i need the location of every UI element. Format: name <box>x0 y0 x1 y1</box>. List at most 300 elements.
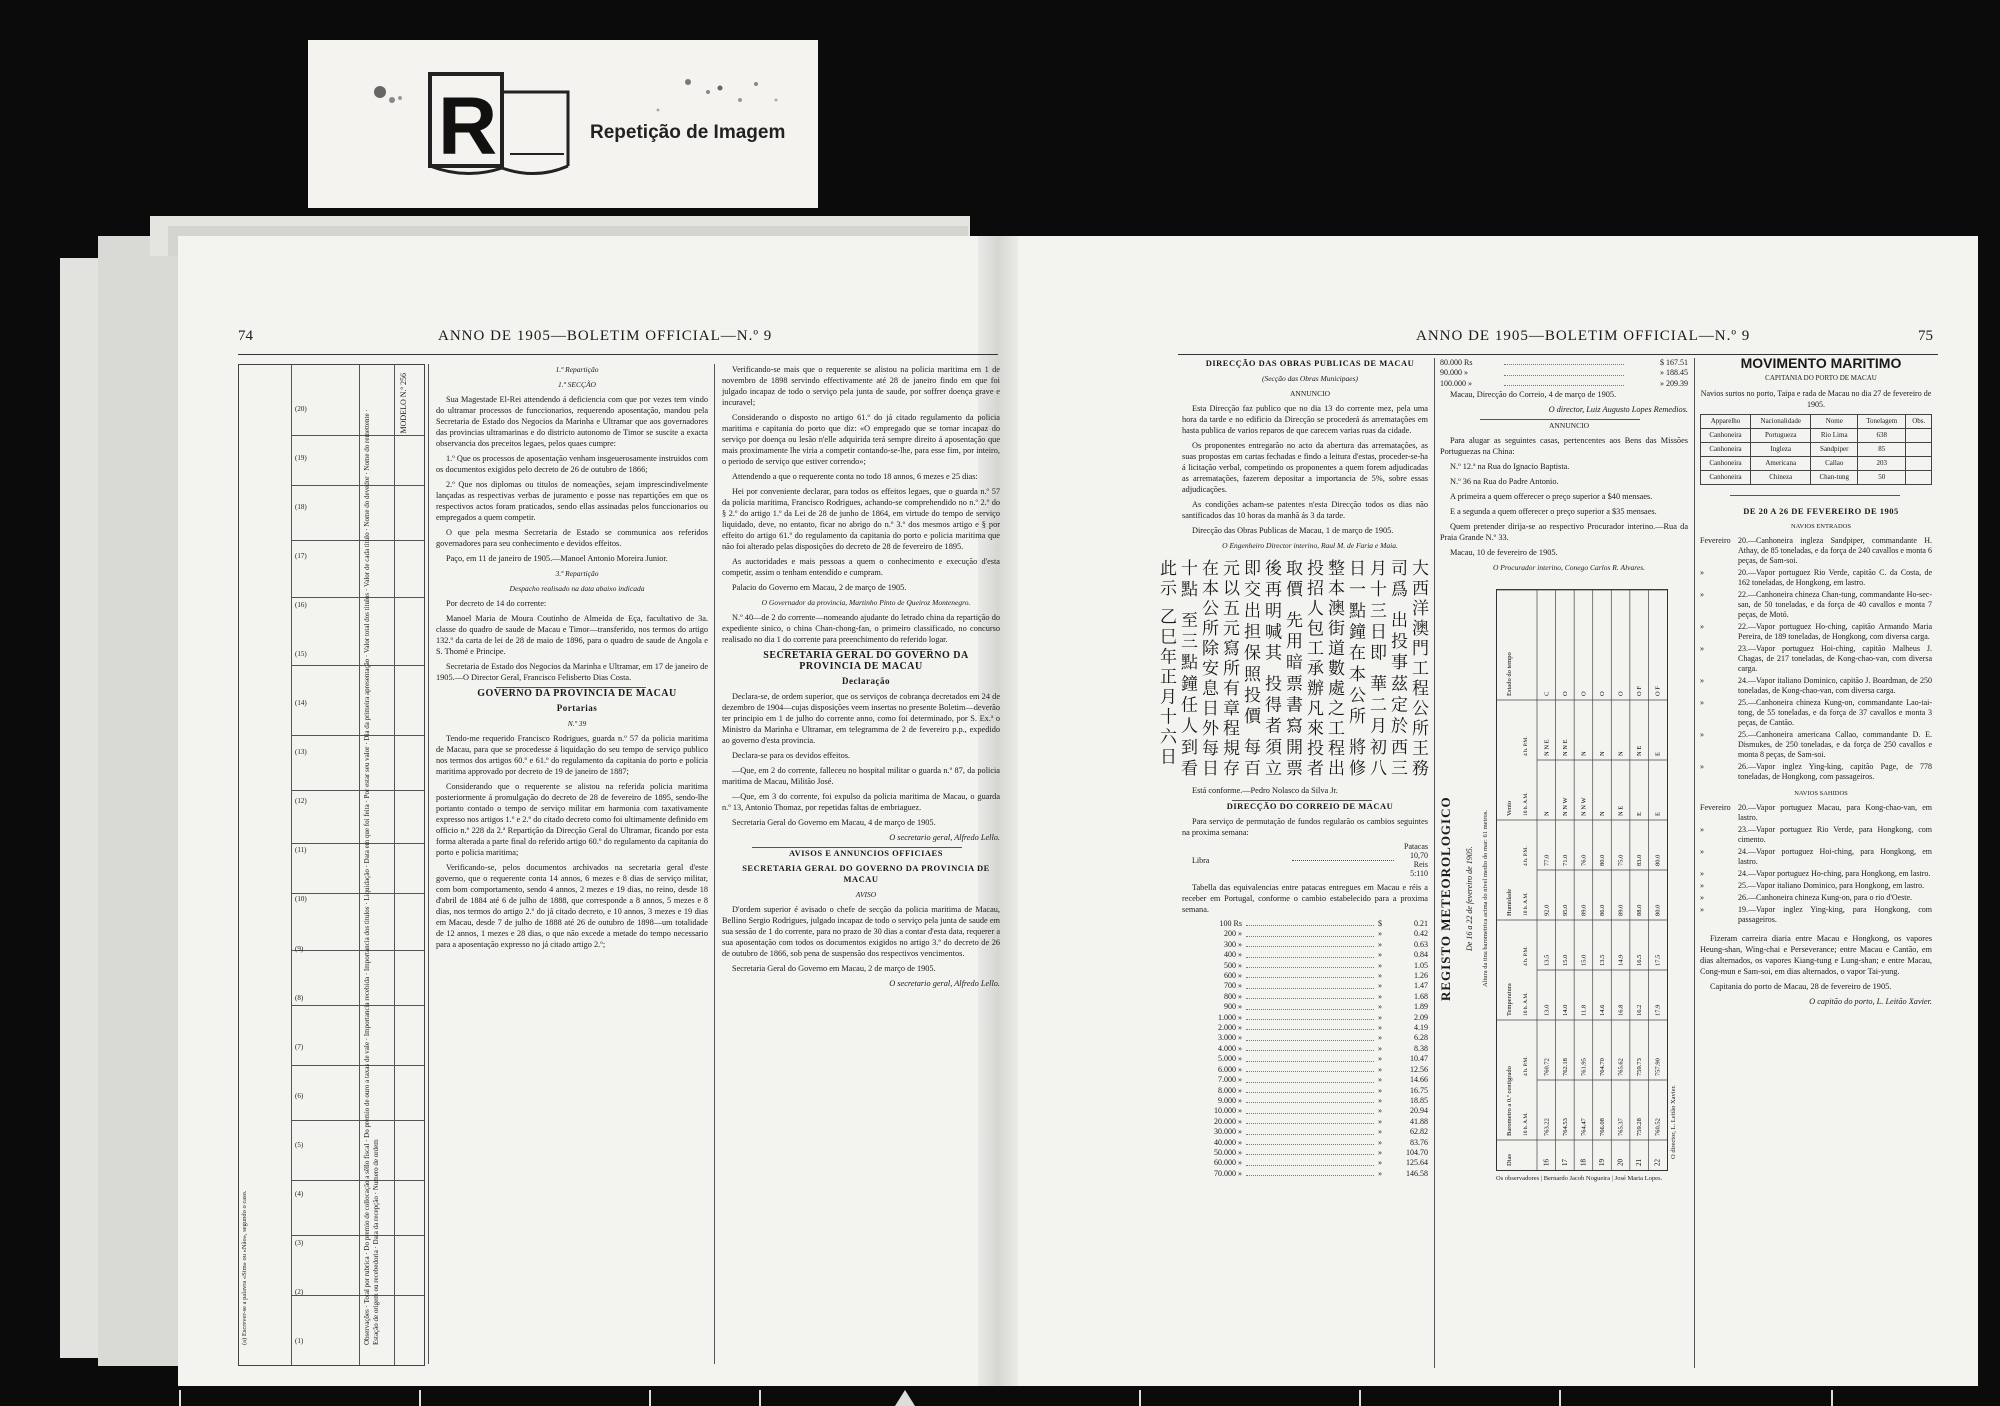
exchange-row: 40.000 » » 83.76 <box>1214 1137 1428 1147</box>
meteo-day: 20 <box>1616 1159 1625 1167</box>
ship-movement-entry: » 22.—Canhoneira chineza Chan-tung, commandante Ho-sec-san, de 50 toneladas, e da força de 40 cavallos e monta 7 peças, de Motó. <box>1700 590 1932 619</box>
col-num: (16) <box>295 601 307 610</box>
paragraph: Fizeram carreira diaria entre Macau e Hongkong, os vapores Heung-shan, Wing-chai e Perseverance; entre Macau e Cantão, em dias alternados, os vapores Kiang-tung e Lung-shan; e entre Macau, Cong-mun e Sam-soi, em dias alternados, o vapor Tai-yung. <box>1700 934 1932 976</box>
right-column-a <box>1156 358 1428 1368</box>
ship-movement-entry: Fevereiro 20.—Canhoneira ingleza Sandpiper, commandante H. Athay, de 85 toneladas, e da força de 240 cavallos e monta 6 peças, de Sam-soi. <box>1700 536 1932 565</box>
heading-avisos: AVISOS E ANNUNCIOS OFFICIAES <box>789 848 943 858</box>
col-num: (15) <box>295 650 307 659</box>
meteo-title: REGISTO METEOROLOGICO <box>1438 796 1453 1002</box>
table-cell: Canhoneira <box>1701 457 1751 471</box>
table-header: Apparelho <box>1701 415 1751 429</box>
paragraph: Considerando que o requerente se alistou na referida policia maritima posteriormente á promulgação do decreto de 28 de fevereiro de 1895, sendo-lhe portanto contado o tempo de serviço militar em harmonia com taxativamente expresso nos artigos 1.º e 2.º do citado decreto como foi ultimamente definido em officio n.º 228 da 2.ª Repartição da Direcção Geral do Ultramar, ficando por esta forma alterada a parte final do referido artigo 60.º do regulamento da capitania do porto e policia maritima; <box>436 782 708 857</box>
meteo-cell: 764.53 <box>1561 1118 1569 1137</box>
header-estacao: Estação de origem ou recebedoria <box>372 1250 380 1345</box>
exchange-row: 9.000 » » 18.85 <box>1218 1095 1428 1105</box>
table-cell: Portugueza <box>1751 429 1811 443</box>
signature: O secretario geral, Alfredo Lello. <box>889 833 1000 842</box>
libra-value: 5:110 <box>1410 869 1428 878</box>
conforme-line: Está conforme.—Pedro Nolasco da Silva Jr. <box>1192 786 1338 795</box>
exchange-row: 20.000 » » 41.88 <box>1214 1116 1428 1126</box>
table-vrule <box>359 365 360 1365</box>
signature: O Governador da provincia, Martinho Pinto de Queiroz Montenegro. <box>761 598 971 607</box>
libra-value: Reis <box>1413 860 1428 869</box>
heading-correio: DIRECÇÃO DO CORREIO DE MACAU <box>1226 801 1394 811</box>
paragraph: Verificando-se mais que o requerente se alistou na policia maritima em 1 de novembro de 1898 servindo effectivamente até 28 de janeiro findo em que foi julgado incapaz de todo o serviço pela junta de saude, por soffrer doença grave e incuravel; <box>722 365 1000 407</box>
meteo-cell: 13.5 <box>1543 954 1551 967</box>
arrivals-list <box>1700 536 1932 782</box>
chinese-line: 每百元以五元寫所有章程規存 <box>1219 559 1260 780</box>
chinese-line: 先用暗票書寫開票後再明喊其 <box>1261 559 1302 780</box>
meteo-cell: 89.0 <box>1580 904 1588 917</box>
col-num: (2) <box>295 1287 304 1296</box>
meteo-cell: 88.0 <box>1636 904 1644 917</box>
col-num: (19) <box>295 454 307 463</box>
table-cell: 203 <box>1858 457 1906 471</box>
header-valor-total: Valor total dos titulos <box>363 592 371 653</box>
paragraph: Palacio do Governo em Macau, 2 de março de 1905. <box>732 583 907 592</box>
table-cell: Ingleza <box>1751 443 1811 457</box>
meteo-cell: 15.0 <box>1561 954 1569 967</box>
meteo-cell: 761.95 <box>1580 1058 1588 1077</box>
left-page-number: 74 <box>238 328 253 344</box>
paragraph: Considerando o disposto no artigo 61.º do já citado regulamento da policia maritima e capitania do porto que diz: «O empregado que se tornar incapaz do serviço por doença ou lesão n'elle adquirida terá sempre direito á aposentação que mais proximamente lhe viria a competir contando-se-lhe, para esse fim, por inteiro, o periodo de serviço que estiver correndo»; <box>722 413 1000 466</box>
meteo-day: 16 <box>1542 1159 1551 1167</box>
paragraph: Por decreto de 14 do corrente: <box>446 599 547 608</box>
col-num: (3) <box>295 1238 304 1247</box>
right-running-head: ANNO DE 1905—BOLETIM OFFICIAL—N.º 9 <box>1416 328 1751 344</box>
paragraph: Declara-se para os devidos effeitos. <box>732 751 851 760</box>
meteo-cell: 764.70 <box>1599 1058 1606 1077</box>
table-cell: Sandpiper <box>1811 443 1858 457</box>
table-cell: 638 <box>1858 429 1906 443</box>
ship-movement-entry: » 23.—Vapor portuguez Hoi-ching, capitão Malheus J. Chagas, de 217 toneladas, de Kong-chao-van, com diversa carga. <box>1700 644 1932 673</box>
exchange-row: 90.000 » » 188.45 <box>1440 368 1688 378</box>
header-primeira-apresentacao: Dia da primeira apresentação <box>363 658 371 741</box>
exchange-row: 100.000 » » 209.39 <box>1440 378 1688 388</box>
meteo-cell: 759.28 <box>1636 1118 1644 1137</box>
table-header: Obs. <box>1906 415 1932 429</box>
meteo-hour: 10 h. A.M. <box>1523 1112 1529 1137</box>
exchange-row: 7.000 » » 14.66 <box>1218 1075 1428 1085</box>
heading-portaria-39: N.º 39 <box>567 719 587 728</box>
meteo-cell: O F <box>1654 686 1662 697</box>
libra-values <box>1404 842 1428 878</box>
table-cell: Chan-tung <box>1811 471 1858 485</box>
meteo-cell: 16.5 <box>1636 954 1644 967</box>
model-256-table <box>238 364 425 1366</box>
col-num: (8) <box>295 993 304 1002</box>
meteo-hour: 4 h. P.M. <box>1523 846 1529 867</box>
meteo-cell: 13.0 <box>1543 1004 1551 1017</box>
exchange-row: 800 » » 1.68 <box>1224 991 1428 1001</box>
ship-movement-entry: » 26.—Canhoneira chineza Kung-on, para o rio d'Oeste. <box>1700 893 1913 902</box>
paragraph: Verificando-se, pelos documentos archivados na secretaria geral d'este governo, que o requerente conta 14 annos, 6 mezes e 8 dias de serviço militar, com bom comportamento, sendo 4 annos, 2 mezes e 19 dias, no reino, desde 18 d'abril de 1884 até 6 de julho de 1888, que corresponde a 8 annos, 5 mezes e 8 dias, nos termos do artigo 2.º do já citado decreto, e 10 annos, 3 mezes e 19 dias em Macau, desde 7 de julho de 1888 até 26 de outubro de 1898—um totalidade de 12 annos, 1 mezes e 28 dias, o que não excede a metade do tempo necessario para a aposentação expresso no já citado artigo 2.º; <box>436 863 708 949</box>
meteo-cell: 76.0 <box>1580 854 1588 867</box>
left-column-2 <box>436 364 708 1364</box>
heading-annuncio: ANNUNCIO <box>1290 389 1330 398</box>
chinese-line: 至三點鐘任人到看此示 <box>1156 559 1197 780</box>
exchange-row: 100 Rs $ 0.21 <box>1219 919 1428 928</box>
meteo-table <box>1496 589 1668 1171</box>
exchange-row: 5.000 » » 10.47 <box>1218 1054 1428 1064</box>
right-column-b <box>1440 358 1688 1368</box>
meteo-director: O director, L. Leitão Xavier. <box>1670 1085 1677 1160</box>
chinese-line: 出投事茲定於西三月十三日即 <box>1366 559 1407 780</box>
exchange-row: 1.000 » » 2.09 <box>1218 1012 1428 1022</box>
meteo-cell: 95.0 <box>1561 904 1569 917</box>
meteo-cell: N <box>1599 751 1606 757</box>
meteo-cell: N N E <box>1543 739 1551 757</box>
column-rule <box>1694 358 1695 1368</box>
meteo-cell: N <box>1580 751 1588 757</box>
col-num: (5) <box>295 1140 304 1149</box>
paragraph: As condições acham-se patentes n'esta Direcção todos os dias não santificados das 10 horas da manhã ás 3 da tarde. <box>1182 500 1428 520</box>
meteo-cell: 71.0 <box>1561 854 1569 867</box>
header-liquidacao: Liquidação <box>363 869 371 901</box>
heading-annuncio-2: ANNUNCIO <box>1549 421 1589 431</box>
meteo-cell: 13.5 <box>1599 954 1606 967</box>
table-cell: Canhoneira <box>1701 443 1751 457</box>
meteo-cell: 14.6 <box>1599 1004 1606 1017</box>
meteo-cell: N E <box>1617 805 1625 817</box>
heading-governo-macau: GOVERNO DA PROVINCIA DE MACAU <box>477 688 677 699</box>
right-column-c <box>1700 355 1932 1368</box>
paragraph: Macau, Direcção do Correio, 4 de março de 1905. <box>1450 390 1617 400</box>
col-num: (11) <box>295 846 307 855</box>
paragraph: A primeira a quem offerecer o preço superior a $40 mensaes. <box>1450 492 1653 502</box>
col-num: (12) <box>295 797 307 806</box>
chinese-line: 將修整本澳街道數處之工程出 <box>1324 559 1365 780</box>
model-label: MODELO N.º 256 <box>399 373 408 434</box>
table-cell <box>1906 429 1932 443</box>
meteo-cell: 757.90 <box>1654 1058 1662 1077</box>
meteo-cell: 80.0 <box>1654 854 1662 867</box>
exchange-row: 2.000 » » 4.19 <box>1218 1023 1428 1033</box>
header-observacoes: Observações <box>363 1309 371 1345</box>
meteo-cell: N N W <box>1580 797 1588 817</box>
meteo-cell: 80.0 <box>1654 904 1662 917</box>
col-num: (17) <box>295 552 307 561</box>
table-header: Tonelagem <box>1858 415 1906 429</box>
meteo-header: Barometro a 0.º centigrado <box>1506 1066 1513 1137</box>
newspaper-spread <box>178 236 1978 1386</box>
meteo-day: 18 <box>1579 1159 1588 1167</box>
meteo-cell: 16.2 <box>1636 1004 1644 1017</box>
chinese-line: 投招人包工承辦凡來投者取價 <box>1282 559 1323 779</box>
meteo-cell: 16.8 <box>1617 1004 1625 1017</box>
meteo-hour: 4 h. P.M. <box>1523 946 1529 967</box>
heading-portarias: Portarias <box>556 703 598 713</box>
paragraph: Macau, 10 de fevereiro de 1905. <box>1450 548 1558 558</box>
ship-movement-entry: » 25.—Canhoneira americana Callao, commandante D. E. Dismukes, de 250 toneladas, e da força de 250 cavallos e monta 8 peças, de Sam-soi. <box>1700 730 1932 759</box>
paragraph: N.º 12.ª na Rua do Ignacio Baptista. <box>1450 462 1570 472</box>
paragraph: Tendo-me requerido Francisco Rodrigues, guarda n.º 57 da policia maritima de Macau, para que se procedesse á liquidação do seu tempo de serviço publico nos termos dos artigos 60.º e 61.º do regulamento da capitania do porto e policia maritima approvado por decreto de 19 de janeiro de 1887; <box>436 734 708 776</box>
libra-label: Libra <box>1192 855 1210 865</box>
ship-movement-entry: Fevereiro 20.—Vapor portuguez Macau, para Kong-chao-van, em lastro. <box>1700 803 1932 822</box>
meteo-cell: O <box>1599 691 1606 697</box>
exchange-row: 10.000 » » 20.94 <box>1214 1106 1428 1116</box>
heading-obras-publicas: DIRECÇÃO DAS OBRAS PUBLICAS DE MACAU <box>1205 358 1415 368</box>
signature: O secretario geral, Alfredo Lello. <box>889 979 1000 988</box>
meteo-cell: 83.0 <box>1636 854 1644 867</box>
scanner-marks <box>0 1382 2000 1406</box>
ship-movement-entry: » 23.—Vapor portuguez Rio Verde, para Hongkong, com cimento. <box>1700 825 1932 844</box>
section-rule <box>1730 495 1900 496</box>
paragraph: Direcção das Obras Publicas de Macau, 1 de março de 1905. <box>1192 526 1394 535</box>
meteo-day: 22 <box>1653 1159 1662 1167</box>
ship-movement-entry: » 24.—Vapor portuguez Ho-ching, para Hongkong, em lastro. <box>1700 869 1931 878</box>
exchange-row: 4.000 » » 8.38 <box>1218 1043 1428 1053</box>
meteo-cell: 80.0 <box>1599 854 1606 867</box>
header-importancia-titulos: Importancia dos titulos <box>363 906 371 972</box>
heading-periodo: DE 20 A 26 DE FEVEREIRO DE 1905 <box>1743 506 1899 516</box>
exchange-row: 50.000 » » 104.70 <box>1214 1147 1428 1157</box>
paragraph: Esta Direcção faz publico que no dia 13 do corrente mez, pela uma hora da tarde e no edificio da Direcção se procederá ás arrematações em hasta publica de varios reparos de que carecem varias ruas da cidade. <box>1182 404 1428 435</box>
heading-despacho: Despacho realisado na data abaixo indicada <box>509 584 645 593</box>
paragraph: Attendendo a que o requerente conta no todo 18 annos, 6 mezes e 25 dias: <box>732 472 978 481</box>
left-page <box>228 236 1018 1366</box>
ships-in-port-table <box>1700 414 1932 485</box>
meteo-cell: 765.62 <box>1617 1058 1625 1077</box>
signature: O director, Luiz Augusto Lopes Remedios. <box>1548 405 1688 415</box>
meteo-hour: 4 h. P.M. <box>1523 1056 1529 1077</box>
paragraph: Paço, em 11 de janeiro de 1905.—Manoel Antonio Moreira Junior. <box>446 554 668 563</box>
exchange-row: 3.000 » » 6.28 <box>1218 1033 1428 1043</box>
stamp-caption: Repetição de Imagem <box>590 122 786 143</box>
heading-navios-sahidos: NAVIOS SAHIDOS <box>1794 790 1848 797</box>
paragraph: Manoel Maria de Moura Coutinho de Almeida de Eça, facultativo de 3a. classe do quadro de saude de Macau e Timor—transferido, nos termos do artigo 132.º da carta de lei de 28 de maio de 1896, para o quadro de saude de Angola e S. Thomé e Principe. <box>436 614 708 656</box>
meteo-cell: O <box>1580 691 1588 697</box>
paragraph: Secretaria de Estado dos Negocios da Marinha e Ultramar, em 17 de janeiro de 1905.—O Director Geral, Francisco Felisberto Dias Costa. <box>436 662 708 682</box>
col-num: (9) <box>295 944 304 953</box>
meteo-cell: O F <box>1636 686 1644 697</box>
table-cell: 85 <box>1858 443 1906 457</box>
meteo-header: Temperatura <box>1506 983 1513 1017</box>
ship-movement-entry: » 24.—Vapor italiano Dominico, capitão J. Boardman, de 250 toneladas, de Kong-chao-van, com diversa carga. <box>1700 676 1932 695</box>
right-page <box>998 236 1958 1366</box>
departures-list <box>1700 803 1932 925</box>
table-cell <box>1906 457 1932 471</box>
col-num: (6) <box>295 1091 304 1100</box>
heading-1a-reparticao: 1.ª Repartição <box>555 365 599 374</box>
meteo-cell: 760.72 <box>1543 1058 1551 1077</box>
paper-edge-2 <box>98 236 188 1366</box>
image-repetition-stamp <box>308 40 818 208</box>
meteo-observers: Os observadores | Bernardo Jacob Nogueira | José Maria Lopes. <box>1496 1175 1663 1183</box>
exchange-row: 8.000 » » 16.75 <box>1218 1085 1428 1095</box>
paragraph: N.º 36 na Rua do Padre Antonio. <box>1450 477 1559 487</box>
column-rule <box>1434 358 1435 1368</box>
paragraph: Secretaria Geral do Governo em Macau, 2 de março de 1905. <box>732 964 936 973</box>
meteo-day: 19 <box>1598 1159 1606 1167</box>
column-number-list <box>295 405 315 1345</box>
paragraph: Para alugar as seguintes casas, pertencentes aos Bens das Missões Portuguezas na China: <box>1440 436 1688 457</box>
column-rule <box>714 364 715 1364</box>
exchange-row: 60.000 » » 125.64 <box>1214 1158 1428 1168</box>
col-num: (13) <box>295 748 307 757</box>
table-cell <box>1906 471 1932 485</box>
meteo-cell: 763.22 <box>1543 1118 1551 1137</box>
book-r-logo-icon <box>426 70 576 186</box>
heading-1a-seccao: 1.ª SECÇÃO <box>558 380 596 389</box>
meteo-cell: 762.18 <box>1561 1058 1569 1077</box>
meteo-cell: 92.0 <box>1543 904 1551 917</box>
exchange-row: 400 » » 0.84 <box>1224 950 1428 960</box>
paragraph: —Que, em 3 do corrente, foi expulso da policia maritima de Macau, o guarda n.º 13, Antonio Thomaz, por repetidas faltas de embriaguez. <box>722 792 1000 812</box>
header-data-recepcao: Data da recepção <box>372 1196 380 1245</box>
chinese-line: 乙巳年正月十六日 <box>1156 607 1176 768</box>
heading-aviso: AVISO <box>855 890 877 899</box>
table-cell: Americana <box>1751 457 1811 471</box>
header-remettente: Nome do remettente <box>363 413 371 471</box>
exchange-row: 200 » » 0.42 <box>1224 929 1428 939</box>
table-header: Nacionalidade <box>1751 415 1811 429</box>
meteo-cell: 764.47 <box>1580 1118 1588 1137</box>
header-numero-ordem: Numero de ordem <box>372 1139 380 1191</box>
model-table-headers: Observações · Total por rubrica · Do premio de collocação a sêllo fiscal · Do premio de ouro a taxas de vale · Importancia recebida · Importancia dos titulos · Liquidação · Data em que foi feita · Por estar seu valor · Dia da primeira apresentação · Valor total dos titulos · Valor de cada titulo · Nome do devedor · Nome do remettente · Estação de origem ou recebedoria · Data da recepção · Numero de ordem <box>363 409 380 1345</box>
heading-declaracao: Declaração <box>842 676 890 686</box>
left-running-head: ANNO DE 1905—BOLETIM OFFICIAL—N.º 9 <box>438 328 773 344</box>
heading-obras-municipaes: (Secção das Obras Municipaes) <box>1261 374 1359 383</box>
heading-movimento-maritimo: MOVIMENTO MARITIMO <box>1740 355 1902 371</box>
meteo-hour: 10 h. A.M. <box>1523 892 1529 917</box>
paragraph: Para serviço de permutação de fundos regularão os cambios seguintes na proxima semana: <box>1182 817 1428 837</box>
meteo-cell: 75.0 <box>1617 854 1625 867</box>
table-row <box>1701 429 1932 443</box>
meteo-cell: 759.73 <box>1636 1058 1644 1077</box>
paragraph: Declara-se, de ordem superior, que os serviços de cobrança decretados em 24 de dezembro de 1904—cujas disposições veem insertas no presente Boletim—deverão ter principio em 1 de julho do corrente anno, como foi determinado, por S. Ex.ª o Ministro da Marinha e Ultramar, em telegramma de 2 de fevereiro p.p., expedido ao governo d'esta provincia. <box>722 692 1000 745</box>
heading-navios-surtos: Navios surtos no porto, Taipa e rada de Macau no dia 27 de fevereiro de 1905. <box>1700 389 1932 409</box>
meteo-cell: 765.37 <box>1617 1118 1625 1137</box>
table-cell: 50 <box>1858 471 1906 485</box>
left-column-3 <box>722 364 1000 1364</box>
meteo-cell: O <box>1617 691 1625 697</box>
meteo-cell: 17.9 <box>1654 1004 1662 1017</box>
col-num: (1) <box>295 1336 304 1345</box>
paragraph: 1.º Que os processos de aposentação venham insgeuerosamente instruidos com os documentos exigidos pelo decreto de 26 de outubro de 1866; <box>436 454 709 474</box>
paragraph: —Que, em 2 do corrente, falleceu no hospital militar o guarda n.º 87, da policia maritima de Macau, Militão José. <box>722 766 1000 786</box>
exchange-row: 70.000 » » 146.58 <box>1214 1168 1428 1178</box>
table-cell: Chineza <box>1751 471 1811 485</box>
meteo-cell: N <box>1599 811 1606 817</box>
col-num: (20) <box>295 405 307 413</box>
meteo-note: Altura da tina barometrica acima do nivel medio do mar: 61 metros. <box>1482 810 1489 988</box>
ship-movement-entry: » 26.—Vapor inglez Ying-king, capitão Page, de 778 toneladas, de Hongkong, com passageiros. <box>1700 762 1932 781</box>
exchange-row: 30.000 » » 62.82 <box>1214 1127 1428 1137</box>
signature: O Procurador interino, Conego Carlos R. Alvares. <box>1492 563 1645 573</box>
paragraph: Os proponentes entregarão no acto da abertura das arrematações, as suas propostas em cartas fechadas e findo a leitura d'estas, proceder-se-ha á licitação verbal, competindo os proponentes a quem forem adjudicadas as arrematações, fazerem depositar a importancia de 5%, sobre essas adjudicações. <box>1182 441 1428 494</box>
right-page-number: 75 <box>1918 328 1933 344</box>
heading-secretaria-geral-2: SECRETARIA GERAL DO GOVERNO DA PROVINCIA DE MACAU <box>742 863 990 884</box>
paragraph: E a segunda a quem offerecer o preço superior a $35 mensaes. <box>1450 507 1657 517</box>
paragraph: Capitania do porto de Macau, 28 de fevereiro de 1905. <box>1710 982 1892 991</box>
heading-3a-reparticao: 3.ª Repartição <box>555 569 599 578</box>
chinese-line: 在本公所除安息日外每日十點 <box>1177 559 1218 779</box>
exchange-row: 6.000 » » 12.56 <box>1218 1064 1428 1074</box>
table-footnote: (a) Escrever-se a palavra «Sim» ou «Não», segundo o caso. <box>241 1190 248 1345</box>
chinese-text <box>1155 559 1428 779</box>
ship-movement-entry: » 25.—Canhoneira chineza Kung-on, commandante Lao-tai-tong, de 55 toneladas, e da força de 37 cavallos e monta 3 peças, de Cantão. <box>1700 698 1932 727</box>
header-premio-sello: Do premio de collocação a sêllo fiscal <box>363 1143 371 1251</box>
stamp-letter: R <box>438 81 498 172</box>
meteo-cell: 14.9 <box>1617 954 1625 967</box>
paragraph: N.º 40—de 2 do corrente—nomeando ajudante do letrado china da repartição do expediente sinico, o china Chan-chong-fan, o primeiro classificado, no concurso realisado no dia 1 do corrente para preenchimento do referido logar. <box>722 613 1000 644</box>
ship-movement-entry: » 20.—Vapor portuguez Rio Verde, capitão C. da Costa, de 162 toneladas, de Hongkong, em lastro. <box>1700 568 1932 587</box>
table-cell: Canhoneira <box>1701 471 1751 485</box>
meteo-cell: 11.8 <box>1580 1005 1588 1017</box>
col-num: (10) <box>295 895 307 904</box>
paragraph: As auctoridades e mais pessoas a quem o conhecimento e execução d'esta competir, assim o tenham entendido e cumpram. <box>722 557 1000 577</box>
header-valor: Por estar seu valor <box>363 746 371 799</box>
meteo-hour: 4 h. P.M. <box>1523 736 1529 757</box>
col-num: (7) <box>295 1042 304 1051</box>
ship-movement-entry: » 25.—Vapor italiano Dominico, para Hongkong, em lastro. <box>1700 881 1925 890</box>
header-valor-cada: Valor de cada titulo <box>363 532 371 588</box>
meteo-cell: N N E <box>1561 739 1569 757</box>
table-cell <box>1906 443 1932 457</box>
col-num: (4) <box>295 1189 304 1198</box>
table-cell: Rio Lima <box>1811 429 1858 443</box>
signature: O capitão do porto, L. Leitão Xavier. <box>1809 997 1932 1006</box>
section-rule <box>752 847 962 848</box>
heading-navios-entrados: NAVIOS ENTRADOS <box>1790 523 1851 530</box>
paragraph: 2.º Que nos diplomas ou titulos de nomeações, sejam imprescindivelmente lançadas as respectivas verbas de juramento e posse nas repartições em que os respectivos actos foram praticados, sendo ellas assinadas pelos funccionarios ou empregados a quem competir. <box>436 480 708 522</box>
meteo-cell: 15.0 <box>1580 954 1588 967</box>
meteo-cell: N N W <box>1561 797 1569 817</box>
section-rule <box>1480 419 1640 420</box>
table-vrule <box>291 365 292 1365</box>
meteo-cell: 760.52 <box>1654 1118 1662 1137</box>
meteo-cell: N E <box>1636 745 1644 757</box>
table-cell: Callao <box>1811 457 1858 471</box>
libra-value: 10,70 <box>1410 851 1428 860</box>
header-data-feita: Data em que foi feita <box>363 804 371 864</box>
meteo-cell: E <box>1654 812 1662 817</box>
chinese-line: 投得者須立即交出担保照投價 <box>1240 559 1281 780</box>
header-devedor: Nome do devedor <box>363 476 371 527</box>
left-head-rule <box>238 354 998 355</box>
signature: O Engenheiro Director interino, Raul M. de Faria e Maia. <box>1222 541 1398 550</box>
paragraph: Secretaria Geral do Governo em Macau, 4 de março de 1905. <box>732 818 936 827</box>
heading-secretaria-geral: SECRETARIA GERAL DO GOVERNO DA PROVINCIA DE MACAU <box>763 650 969 672</box>
ship-movement-entry: » 19.—Vapor inglez Ying-king, para Hongkong, com passageiros. <box>1700 905 1932 924</box>
meteo-cell: C <box>1543 691 1551 697</box>
meteo-cell: 77.0 <box>1543 854 1551 867</box>
col-num: (14) <box>295 699 307 708</box>
table-row <box>1701 457 1932 471</box>
meteo-subtitle: De 16 a 22 de fevereiro de 1905. <box>1465 846 1474 952</box>
header-importancia-recebida: Importancia recebida <box>363 976 371 1037</box>
section-rule <box>496 687 646 688</box>
section-rule <box>1232 800 1372 801</box>
table-cell: Canhoneira <box>1701 429 1751 443</box>
meteo-cell: 86.0 <box>1599 904 1606 917</box>
column-rule <box>428 364 429 1364</box>
header-total: Total por rubrica <box>363 1256 371 1304</box>
paragraph: Sua Magestade El-Rei attendendo á deficiencia com que por vezes tem vindo do ultramar processos de funccionarios, requerendo aposentação, mandou pela Secretaria de Estado dos Negocios da Marinha e Ultramar que aos governadores das provincias ultramarinas e do districto autonomo de Timor se suscite a exacta observancia dos preceitos legaes, pelos quaes cumpre: <box>436 395 708 448</box>
meteo-day: 17 <box>1560 1159 1569 1167</box>
table-header: Nome <box>1811 415 1858 429</box>
meteo-day: 21 <box>1635 1159 1644 1167</box>
table-row <box>1701 471 1932 485</box>
meteo-cell: N <box>1543 811 1551 817</box>
exchange-row: 300 » » 0.63 <box>1224 939 1428 949</box>
exchange-row: 500 » » 1.05 <box>1224 960 1428 970</box>
table-vrule <box>394 365 395 1365</box>
exchange-row: 80.000 Rs $ 167.51 <box>1440 358 1688 367</box>
header-premio-ouro: Do premio de ouro a taxas de vale <box>363 1042 371 1138</box>
section-rule <box>782 649 932 650</box>
